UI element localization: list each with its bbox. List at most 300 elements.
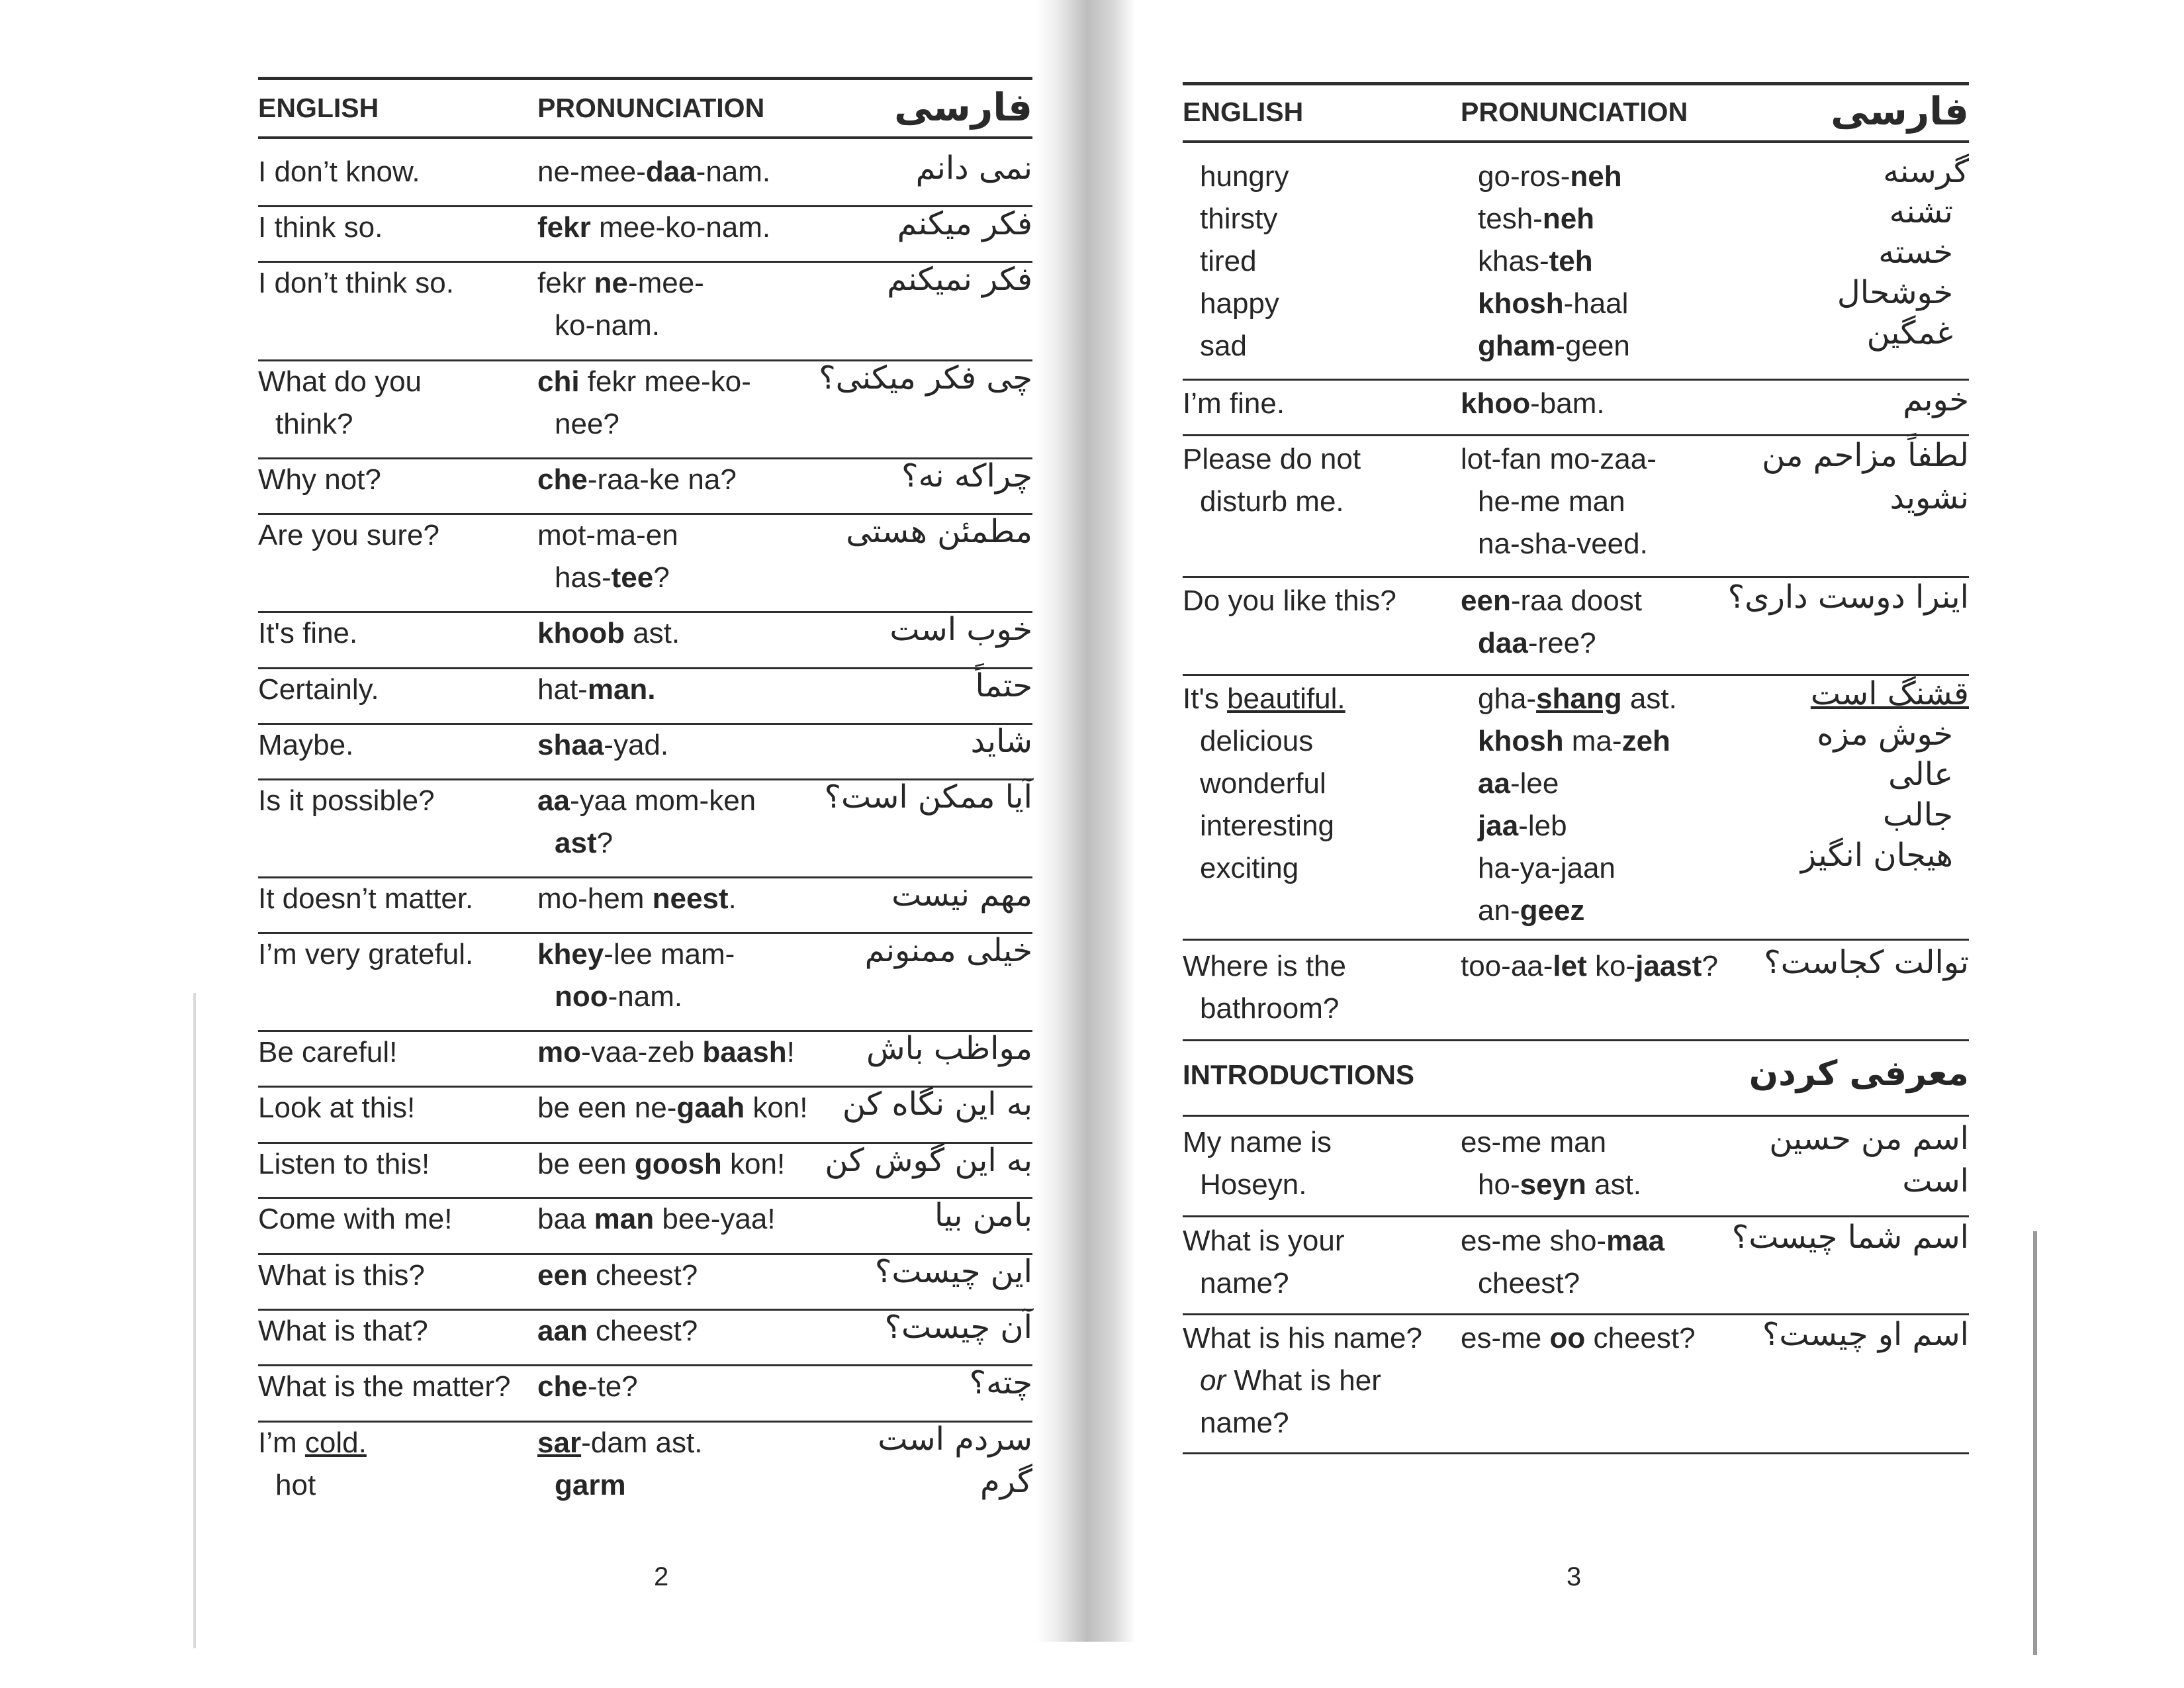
stressed-syllable: seyn: [1520, 1168, 1586, 1201]
farsi-line: آن چیست؟: [884, 1309, 1032, 1346]
english-phrase: [258, 612, 357, 655]
syllable-text: ko-: [1586, 950, 1636, 982]
syllable-text: ko-nam.: [555, 309, 660, 342]
pronunciation: [537, 1254, 698, 1297]
english-phrase: [1183, 1317, 1422, 1444]
stressed-syllable: ne: [594, 267, 628, 299]
farsi-line: نشوید: [1889, 479, 1969, 516]
english-word: I’m: [258, 1427, 305, 1459]
farsi-text: [842, 1083, 1032, 1125]
page-number: 3: [1567, 1562, 1582, 1591]
pronunciation: [537, 151, 770, 193]
syllable-text: ne-mee-: [537, 156, 646, 188]
syllable-text: na-sha-veed.: [1478, 528, 1648, 560]
farsi-line: خوب است: [889, 611, 1032, 648]
pronunciation-line: [537, 1198, 776, 1241]
english-line: It's fine.: [258, 617, 358, 649]
syllable-text: ho-: [1478, 1168, 1520, 1201]
english-line: What is the matter?: [258, 1370, 511, 1403]
header-rule: [258, 136, 1032, 139]
english-line: What is his name?: [1183, 1322, 1422, 1354]
pronunciation-line: [537, 1366, 638, 1408]
english-line: Do you like this?: [1183, 585, 1396, 617]
pronunciation: [537, 207, 770, 249]
farsi-line: چته؟: [969, 1364, 1032, 1401]
english-phrase: [258, 1087, 415, 1129]
farsi-line: چی فکر میکنی؟: [819, 359, 1032, 397]
book-spine-shadow: [1036, 0, 1135, 1642]
pronunciation: [537, 1143, 785, 1186]
syllable-text: -lee: [1510, 767, 1559, 800]
pronunciation-line: [1461, 720, 1677, 763]
syllable-text: -yaa mom-ken: [569, 784, 756, 817]
pronunciation-line: [1461, 240, 1630, 283]
stressed-syllable: jaast: [1635, 950, 1702, 982]
english-phrase: [1183, 580, 1396, 622]
farsi-text: [1728, 576, 1969, 618]
pronunciation: [1461, 383, 1605, 425]
page-edge: [193, 993, 196, 1648]
stressed-syllable: man.: [587, 673, 656, 706]
farsi-text: [1732, 1216, 1969, 1258]
farsi-line: توالت کجاست؟: [1764, 944, 1969, 981]
farsi-text: [866, 1027, 1032, 1070]
pronunciation-line: [1461, 1317, 1696, 1360]
pronunciation-line: [537, 669, 656, 711]
syllable-text: baa: [537, 1203, 594, 1235]
pronunciation-line: [1461, 805, 1677, 847]
english-line: interesting: [1200, 810, 1335, 842]
farsi-text: [887, 258, 1032, 301]
syllable-text: cheest?: [587, 1259, 698, 1291]
english-line: sad: [1200, 330, 1247, 362]
farsi-text: [824, 776, 1032, 818]
row-rule: [1183, 1039, 1969, 1041]
pronunciation: [537, 1310, 698, 1352]
pronunciation-line: [537, 933, 735, 976]
farsi-line: سردم است: [878, 1421, 1032, 1458]
syllable-text: -yad.: [604, 729, 669, 761]
syllable-text: fekr mee-ko-: [579, 365, 751, 398]
english-phrase: [258, 207, 383, 249]
pronunciation-line: [537, 1087, 808, 1129]
top-rule: [1183, 82, 1969, 85]
farsi-line: غمگین: [1866, 314, 1953, 352]
row-rule: [1183, 379, 1969, 381]
syllable-text: fekr: [537, 267, 594, 299]
syllable-text: cheest?: [1478, 1267, 1580, 1299]
syllable-text: khas-: [1478, 245, 1549, 277]
stressed-syllable: gaah: [676, 1092, 745, 1124]
pronunciation-line: [537, 557, 678, 599]
english-line: delicious: [1200, 725, 1314, 757]
pronunciation: [1461, 945, 1718, 988]
english-phrase: [1183, 678, 1345, 890]
top-rule: [258, 77, 1032, 80]
syllable-text: gha-: [1478, 682, 1537, 715]
farsi-line: اسم من حسین: [1769, 1120, 1969, 1157]
pronunciation-line: [1461, 1121, 1641, 1164]
english-line: happy: [1200, 287, 1279, 320]
pronunciation-line: [537, 822, 756, 865]
syllable-text: kon!: [721, 1148, 786, 1180]
farsi-line: جالب: [1882, 796, 1953, 833]
stressed-syllable: che: [537, 463, 588, 496]
page-number: 2: [654, 1562, 669, 1591]
english-phrase: [1183, 1220, 1345, 1305]
stressed-syllable: khey: [537, 938, 604, 970]
farsi-text: [875, 1250, 1032, 1293]
pronunciation: [537, 459, 737, 501]
english-line: I’m fine.: [1183, 387, 1285, 420]
row-rule: [1183, 939, 1969, 941]
pronunciation: [537, 933, 735, 1018]
syllable-text: be een: [537, 1148, 635, 1180]
english-line: bathroom?: [1200, 992, 1340, 1025]
syllable-text: bee-yaa!: [654, 1203, 776, 1235]
header-farsi: فارسی: [894, 85, 1032, 130]
pronunciation-line: [1461, 847, 1677, 890]
syllable-text: es-me sho-: [1461, 1225, 1607, 1257]
english-phrase: [258, 780, 435, 822]
farsi-line: گرسنه: [1883, 153, 1969, 190]
english-line: exciting: [1200, 852, 1299, 884]
syllable-text: go-ros-: [1478, 160, 1570, 193]
farsi-line: آیا ممکن است؟: [824, 778, 1032, 816]
stressed-syllable: oo: [1549, 1322, 1586, 1354]
farsi-text: [1764, 941, 1969, 984]
stressed-syllable: khoo: [1461, 387, 1531, 420]
stressed-syllable: aa: [1478, 767, 1510, 800]
stressed-syllable: aa: [537, 784, 570, 817]
farsi-text: [819, 357, 1032, 399]
farsi-line: است: [1902, 1162, 1969, 1199]
farsi-text: [825, 1139, 1032, 1182]
english-line: What is this?: [258, 1259, 425, 1291]
english-line: Please do not: [1183, 443, 1361, 475]
pronunciation-line: [1461, 383, 1605, 425]
syllable-text: nee?: [555, 408, 619, 440]
stressed-syllable: daa: [1478, 627, 1528, 659]
english-word: What is her: [1226, 1364, 1381, 1397]
pronunciation-line: [537, 262, 704, 305]
pronunciation-line: [537, 305, 704, 347]
pronunciation-line: [1461, 945, 1718, 988]
english-phrase: [258, 724, 353, 767]
pronunciation: [1461, 438, 1657, 565]
english-word: beautiful.: [1227, 682, 1345, 715]
farsi-line: اسم او چیست؟: [1762, 1316, 1969, 1353]
english-line: What is that?: [258, 1315, 428, 1347]
syllable-text: kon!: [745, 1092, 808, 1124]
syllable-text: ma-: [1563, 725, 1622, 757]
pronunciation-line: [1461, 438, 1657, 481]
pronunciation: [537, 1422, 702, 1507]
english-line: think?: [275, 408, 353, 440]
farsi-text: [1769, 1117, 1969, 1202]
pronunciation: [537, 669, 656, 711]
english-phrase: [1183, 438, 1361, 523]
farsi-text: [1837, 152, 1969, 353]
english-word: It's: [1183, 682, 1228, 715]
pronunciation: [537, 1366, 638, 1408]
pronunciation-line: [537, 514, 678, 557]
syllable-text: tesh-: [1478, 203, 1543, 235]
english-phrase: [258, 933, 473, 976]
syllable-text: -nam.: [696, 156, 771, 188]
english-phrase: [258, 1422, 367, 1507]
syllable-text: too-aa-: [1461, 950, 1553, 982]
english-word: cold.: [304, 1427, 367, 1459]
stressed-syllable: baash: [702, 1036, 787, 1068]
english-line: hot: [275, 1469, 316, 1501]
syllable-text: lot-fan mo-zaa-: [1461, 443, 1657, 475]
farsi-line: گرم: [979, 1463, 1032, 1500]
english-line: What is your: [1183, 1225, 1345, 1257]
farsi-line: تشنه: [1889, 193, 1953, 230]
english-line: I’m very grateful.: [258, 938, 474, 970]
syllable-text: -nam.: [608, 980, 683, 1013]
english-phrase: [258, 1366, 510, 1408]
stressed-syllable: let: [1553, 950, 1587, 982]
syllable-text: ?: [653, 561, 670, 594]
english-line: Certainly.: [258, 673, 379, 706]
syllable-text: hat-: [537, 673, 588, 706]
pronunciation: [537, 262, 704, 347]
english-line: [1183, 678, 1345, 720]
english-line: Are you sure?: [258, 519, 439, 551]
syllable-text: es-me man: [1461, 1126, 1607, 1158]
pronunciation-line: [537, 1310, 698, 1352]
pronunciation-line: [537, 878, 737, 920]
syllable-text: -leb: [1518, 810, 1567, 842]
stressed-syllable: een: [537, 1259, 588, 1291]
header-rule: [1183, 140, 1969, 143]
english-phrase: [258, 459, 381, 501]
english-line: thirsty: [1200, 203, 1278, 235]
stressed-syllable: tee: [611, 561, 654, 594]
pronunciation: [537, 878, 737, 920]
pronunciation-line: [537, 612, 680, 655]
english-phrase: [258, 669, 379, 711]
english-line: tired: [1200, 245, 1257, 277]
stressed-syllable: garm: [555, 1469, 626, 1501]
pronunciation-line: [1461, 198, 1630, 240]
farsi-text: [897, 203, 1032, 245]
farsi-text: [885, 1306, 1032, 1348]
farsi-text: [1801, 674, 1969, 876]
syllable-text: ?: [596, 827, 614, 859]
farsi-text: [865, 929, 1032, 972]
syllable-text: -geen: [1555, 330, 1630, 362]
stressed-syllable: che: [537, 1370, 588, 1403]
syllable-text: -raa doost: [1510, 585, 1642, 617]
syllable-text: -vaa-zeb: [581, 1036, 703, 1068]
stressed-syllable: neh: [1542, 203, 1595, 235]
pronunciation: [537, 514, 678, 599]
syllable-text: cheest?: [1585, 1322, 1696, 1354]
pronunciation-line: [537, 1464, 702, 1507]
pronunciation-line: [537, 976, 735, 1018]
farsi-line: این چیست؟: [874, 1253, 1032, 1290]
stressed-syllable: maa: [1606, 1225, 1665, 1257]
row-rule: [1183, 1452, 1969, 1454]
pronunciation-line: [1461, 678, 1677, 720]
english-phrase: [258, 151, 420, 193]
pronunciation-line: [1461, 325, 1630, 367]
farsi-line: قشنگ است: [1810, 675, 1969, 712]
pronunciation-line: [537, 1254, 698, 1297]
english-phrase: [1183, 1121, 1332, 1206]
english-line: wonderful: [1200, 767, 1326, 800]
farsi-text: [1762, 1313, 1969, 1356]
english-line: hungry: [1200, 160, 1289, 193]
english-line: name?: [1200, 1407, 1289, 1439]
syllable-text: ast.: [1621, 682, 1677, 715]
farsi-text: [970, 1362, 1032, 1404]
stressed-syllable: shang: [1536, 682, 1622, 715]
stressed-syllable: daa: [645, 156, 696, 188]
pronunciation-line: [537, 459, 737, 501]
farsi-line: بامن بیا: [934, 1197, 1032, 1234]
english-line: [1183, 1360, 1422, 1402]
section-title: INTRODUCTIONS: [1183, 1059, 1414, 1090]
syllable-text: he-me man: [1478, 485, 1625, 518]
pronunciation: [537, 1031, 795, 1074]
english-line: What do you: [258, 365, 422, 398]
farsi-line: نمی دانم: [915, 150, 1032, 187]
farsi-line: مهم نیست: [891, 876, 1032, 914]
english-phrase: [258, 361, 422, 445]
english-line: disturb me.: [1200, 485, 1344, 518]
pronunciation: [537, 612, 680, 655]
header-farsi: فارسی: [1831, 89, 1969, 134]
farsi-line: لطفاً مزاحم من: [1762, 437, 1969, 474]
syllable-text: ast.: [1586, 1168, 1642, 1201]
syllable-text: cheest?: [587, 1315, 698, 1347]
pronunciation-line: [537, 1143, 785, 1186]
syllable-text: mee-ko-nam.: [590, 211, 771, 244]
syllable-text: ?: [1702, 950, 1718, 982]
english-line: Where is the: [1183, 950, 1346, 982]
syllable-text: be een ne-: [537, 1092, 677, 1124]
syllable-text: ha-ya-jaan: [1478, 852, 1615, 884]
header-english: ENGLISH: [1183, 97, 1304, 127]
stressed-syllable: man: [594, 1203, 655, 1235]
farsi-line: مواظب باش: [866, 1030, 1032, 1067]
syllable-text: -te?: [587, 1370, 638, 1403]
english-phrase: [258, 262, 454, 305]
farsi-text: [889, 608, 1032, 651]
farsi-line: عالی: [1888, 756, 1953, 793]
pronunciation: [1461, 156, 1630, 367]
english-line: I don’t think so.: [258, 267, 454, 299]
stressed-syllable: goosh: [634, 1148, 722, 1180]
stressed-syllable: mo: [537, 1036, 581, 1068]
english-line: Maybe.: [258, 729, 354, 761]
stressed-syllable: fekr: [537, 211, 591, 244]
english-line: I think so.: [258, 211, 383, 244]
farsi-text: [846, 510, 1032, 553]
english-line: [258, 1422, 367, 1464]
syllable-text: -bam.: [1530, 387, 1605, 420]
farsi-text: [916, 147, 1032, 189]
farsi-line: هیجان انگیز: [1800, 837, 1953, 874]
pronunciation-line: [1461, 283, 1630, 325]
stressed-syllable: een: [1461, 585, 1511, 617]
farsi-text: [878, 1418, 1032, 1503]
pronunciation-line: [537, 207, 770, 249]
farsi-line: حتماً: [975, 667, 1032, 704]
english-line: It doesn’t matter.: [258, 882, 474, 915]
pronunciation: [1461, 1121, 1641, 1206]
syllable-text: mot-ma-en: [537, 519, 678, 551]
farsi-line: خوبم: [1903, 381, 1969, 418]
syllable-text: -dam ast.: [581, 1427, 703, 1459]
stressed-syllable: gham: [1478, 330, 1556, 362]
stressed-syllable: jaa: [1478, 810, 1519, 842]
syllable-text: -haal: [1563, 287, 1629, 320]
syllable-text: has-: [555, 561, 612, 594]
stressed-syllable: khosh: [1478, 725, 1564, 757]
pronunciation: [1461, 678, 1677, 932]
pronunciation: [1461, 1220, 1664, 1305]
pronunciation: [1461, 580, 1642, 665]
header-pronunciation: PRONUNCIATION: [1461, 97, 1688, 127]
pronunciation-line: [1461, 622, 1642, 665]
pronunciation-line: [1461, 890, 1677, 932]
pronunciation-line: [537, 361, 751, 403]
english-line: Why not?: [258, 463, 381, 496]
english-line: Hoseyn.: [1200, 1168, 1307, 1201]
pronunciation: [537, 1087, 808, 1129]
stressed-syllable: geez: [1520, 894, 1585, 927]
stressed-syllable: neh: [1570, 160, 1622, 193]
english-phrase: [258, 878, 473, 920]
pronunciation-line: [537, 151, 770, 193]
pronunciation: [537, 1198, 776, 1241]
pronunciation: [537, 780, 756, 865]
farsi-line: فکر میکنم: [897, 205, 1032, 242]
english-phrase: [258, 1143, 430, 1186]
pronunciation-line: [537, 1031, 795, 1074]
english-line: name?: [1200, 1267, 1289, 1299]
farsi-text: [891, 874, 1032, 916]
english-word: or: [1200, 1364, 1226, 1397]
pronunciation-line: [1461, 1262, 1664, 1305]
english-line: Is it possible?: [258, 784, 435, 817]
header-english: ENGLISH: [258, 93, 379, 123]
english-phrase: [258, 1031, 397, 1074]
farsi-text: [934, 1194, 1032, 1237]
pronunciation-line: [1461, 580, 1642, 622]
pronunciation-line: [537, 403, 751, 445]
farsi-text: [1903, 379, 1969, 421]
stressed-syllable: khosh: [1478, 287, 1564, 320]
farsi-line: فکر نمیکنم: [887, 261, 1032, 298]
syllable-text: .: [728, 882, 737, 915]
pronunciation-line: [537, 1422, 702, 1464]
english-phrase: [258, 1254, 425, 1297]
english-line: Come with me!: [258, 1203, 453, 1235]
english-line: Look at this!: [258, 1092, 416, 1124]
farsi-line: چراکه نه؟: [901, 457, 1032, 494]
stressed-syllable: neest: [652, 882, 729, 915]
farsi-line: اینرا دوست داری؟: [1727, 579, 1969, 616]
english-line: Be careful!: [258, 1036, 398, 1068]
stressed-syllable: noo: [555, 980, 608, 1013]
farsi-line: خیلی ممنونم: [864, 932, 1032, 969]
